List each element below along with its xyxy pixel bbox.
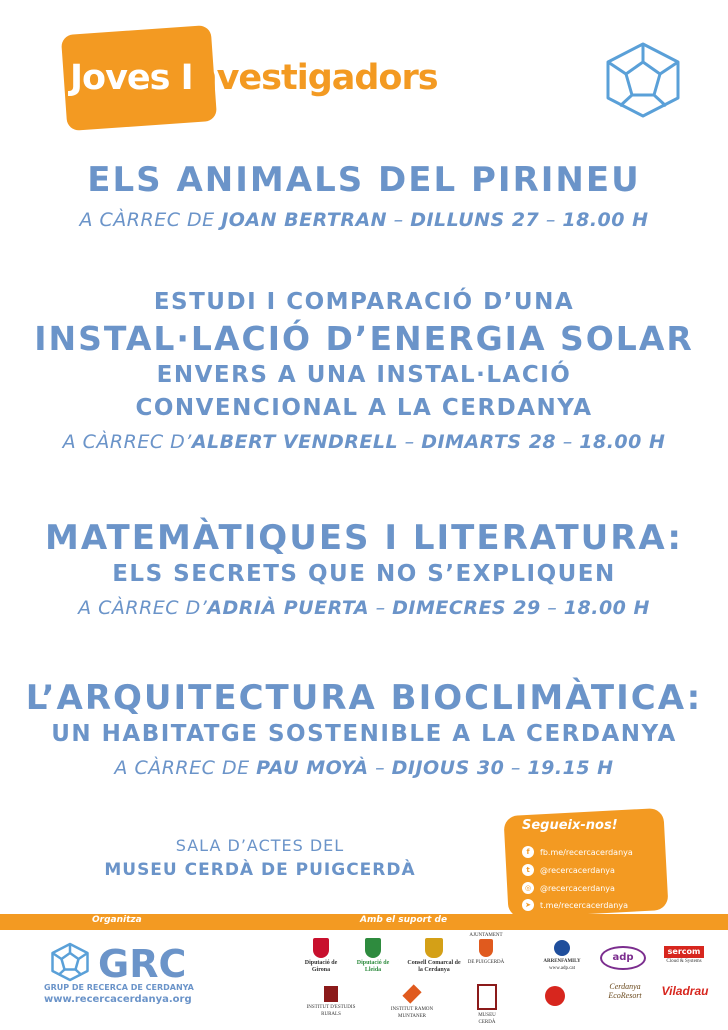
sponsor-adp-web: www.adp.cat — [548, 966, 576, 971]
grc-dodecahedron-icon — [48, 942, 92, 982]
sponsor-institut-estudis — [306, 986, 356, 1018]
social-twitter-link[interactable] — [522, 862, 615, 878]
venue-line-1: SALA D’ACTES DEL — [175, 836, 345, 855]
talk-2-line-3: ENVERS A UNA INSTAL·LACIÓ — [156, 362, 572, 388]
talk-1-speaker: JOAN BERTRAN — [221, 209, 388, 231]
social-telegram-link[interactable] — [522, 897, 628, 913]
talk-2-info — [0, 428, 728, 456]
talk-1-prefix: A CÀRREC DE — [79, 209, 222, 231]
sponsor-arrenfamily-label: ARRENFAMILY — [543, 959, 581, 964]
sponsor-cerdanya-resort — [600, 982, 650, 1000]
sponsor-sercom — [664, 946, 704, 965]
talk-4-time: 19.15 H — [527, 757, 614, 779]
talk-2-sep2: – — [556, 431, 580, 453]
talk-2-speaker: ALBERT VENDRELL — [191, 431, 399, 453]
sponsor-viladrau — [660, 984, 710, 998]
talk-3-line-2: ELS SECRETS QUE NO S’EXPLIQUEN — [112, 561, 616, 587]
talk-1-sep1: – — [387, 209, 411, 231]
talk-4-speaker: PAU MOYÀ — [256, 757, 369, 779]
talk-2-line-1: ESTUDI I COMPARACIÓ D’UNA — [153, 289, 575, 315]
talk-1-info — [0, 206, 728, 234]
iec-logo-icon — [324, 986, 338, 1002]
social-facebook-text: fb.me/recercacerdanya — [540, 847, 633, 857]
viladrau-logo: Viladrau — [661, 984, 709, 998]
talk-1 — [0, 160, 728, 234]
twitter-icon: t — [522, 864, 534, 876]
talk-4-sep2: – — [504, 757, 528, 779]
consell-shield-icon — [425, 938, 443, 958]
talk-3-prefix: A CÀRREC D’ — [78, 597, 208, 619]
sponsor-institut-ramon-muntaner — [382, 984, 442, 1020]
sercom-subtitle: Cloud & Systems — [666, 959, 702, 964]
social-instagram-text: @recercacerdanya — [540, 883, 615, 893]
talk-4-line-2: UN HABITATGE SOSTENIBLE A LA CERDANYA — [51, 721, 677, 747]
talk-3-info — [0, 594, 728, 622]
sponsor-ajuntament-puigcerda — [466, 932, 506, 966]
red-circle-logo-icon — [545, 986, 565, 1006]
talk-4-day: DIJOUS 30 — [391, 757, 505, 779]
sponsor-arrenfamily — [540, 940, 584, 972]
muntaner-logo-icon — [402, 984, 421, 1003]
talk-2-prefix: A CÀRREC D’ — [62, 431, 192, 453]
talk-3-time: 18.00 H — [563, 597, 650, 619]
talk-3-day: DIMECRES 29 — [392, 597, 541, 619]
sercom-logo: sercom — [664, 946, 704, 958]
museu-logo-icon — [477, 984, 497, 1010]
puigcerda-shield-icon — [479, 939, 493, 957]
talk-1-title: ELS ANIMALS DEL PIRINEU — [87, 160, 641, 200]
sponsor-ajuntament-label: AJUNTAMENT — [469, 933, 503, 938]
talk-1-time: 18.00 H — [562, 209, 649, 231]
sponsor-muntaner-label: INSTITUT RAMON MUNTANER — [390, 1007, 434, 1019]
talk-2 — [0, 286, 728, 456]
sponsor-puigcerda-label: DE PUIGCERDÀ — [467, 960, 505, 965]
talk-3-speaker: ADRIÀ PUERTA — [207, 597, 370, 619]
adp-logo: adp — [600, 946, 646, 970]
sponsor-adp — [600, 946, 644, 970]
logo-title — [70, 58, 438, 108]
venue-line-2: MUSEU CERDÀ DE PUIGCERDÀ — [104, 860, 416, 880]
talk-3-sep2: – — [540, 597, 564, 619]
telegram-icon: ➤ — [522, 899, 534, 911]
sponsor-museu-cerda — [470, 984, 504, 1026]
talk-4-line-1: L’ARQUITECTURA BIOCLIMÀTICA: — [25, 678, 703, 718]
grc-logo-name: GRC — [98, 942, 187, 986]
talk-2-day: DIMARTS 28 — [421, 431, 557, 453]
facebook-icon: f — [522, 846, 534, 858]
sponsor-consell-comarcal — [406, 938, 462, 974]
social-telegram-text: t.me/recercacerdanya — [540, 900, 629, 910]
sponsor-diputacio-girona — [298, 938, 344, 974]
lleida-shield-icon — [365, 938, 381, 958]
instagram-icon: ◎ — [522, 882, 534, 894]
talk-4-sep1: – — [368, 757, 392, 779]
grc-website-link[interactable]: www.recercacerdanya.org — [44, 994, 192, 1005]
arrenfamily-logo-icon — [554, 940, 570, 956]
talk-3-sep1: – — [369, 597, 393, 619]
talk-2-line-4: CONVENCIONAL A LA CERDANYA — [135, 395, 593, 421]
footer-organitza-label: Organitza — [92, 915, 142, 925]
footer-suport-label: Amb el suport de — [360, 915, 448, 925]
sponsor-red-logo — [540, 986, 570, 1008]
sponsor-diputacio-lleida — [350, 938, 396, 974]
sponsor-consell-label: Consell Comarcal de la Cerdanya — [407, 960, 461, 973]
dodecahedron-icon — [600, 40, 686, 120]
grc-logo-subtitle: GRUP DE RECERCA DE CERDANYA — [44, 983, 194, 992]
sponsor-girona-label: Diputació de Girona — [304, 960, 338, 973]
social-title: Segueix-nos! — [522, 818, 618, 833]
talk-3 — [0, 518, 728, 622]
talk-4-info — [0, 754, 728, 782]
talk-2-sep1: – — [398, 431, 422, 453]
talk-2-time: 18.00 H — [579, 431, 666, 453]
talk-4 — [0, 678, 728, 782]
talk-3-line-1: MATEMÀTIQUES I LITERATURA: — [45, 518, 683, 558]
sponsor-museu-label: MUSEU CERDÀ — [478, 1013, 496, 1025]
social-instagram-link[interactable] — [522, 880, 615, 896]
logo-title-white: Joves I — [70, 58, 193, 98]
talk-1-day: DILLUNS 27 — [410, 209, 540, 231]
girona-shield-icon — [313, 938, 329, 958]
cerdanya-resort-logo: Cerdanya EcoResort — [608, 982, 642, 1000]
social-facebook-link[interactable] — [522, 844, 633, 860]
talk-2-line-2: INSTAL·LACIÓ D’ENERGIA SOLAR — [34, 319, 694, 358]
talk-4-prefix: A CÀRREC DE — [114, 757, 257, 779]
sponsor-lleida-label: Diputació de Lleida — [356, 960, 390, 973]
logo-title-orange: nvestigadors — [192, 58, 438, 98]
social-twitter-text: @recercacerdanya — [540, 865, 615, 875]
sponsor-iec-label: INSTITUT D'ESTUDIS RURALS — [306, 1005, 356, 1017]
talk-1-sep2: – — [539, 209, 563, 231]
